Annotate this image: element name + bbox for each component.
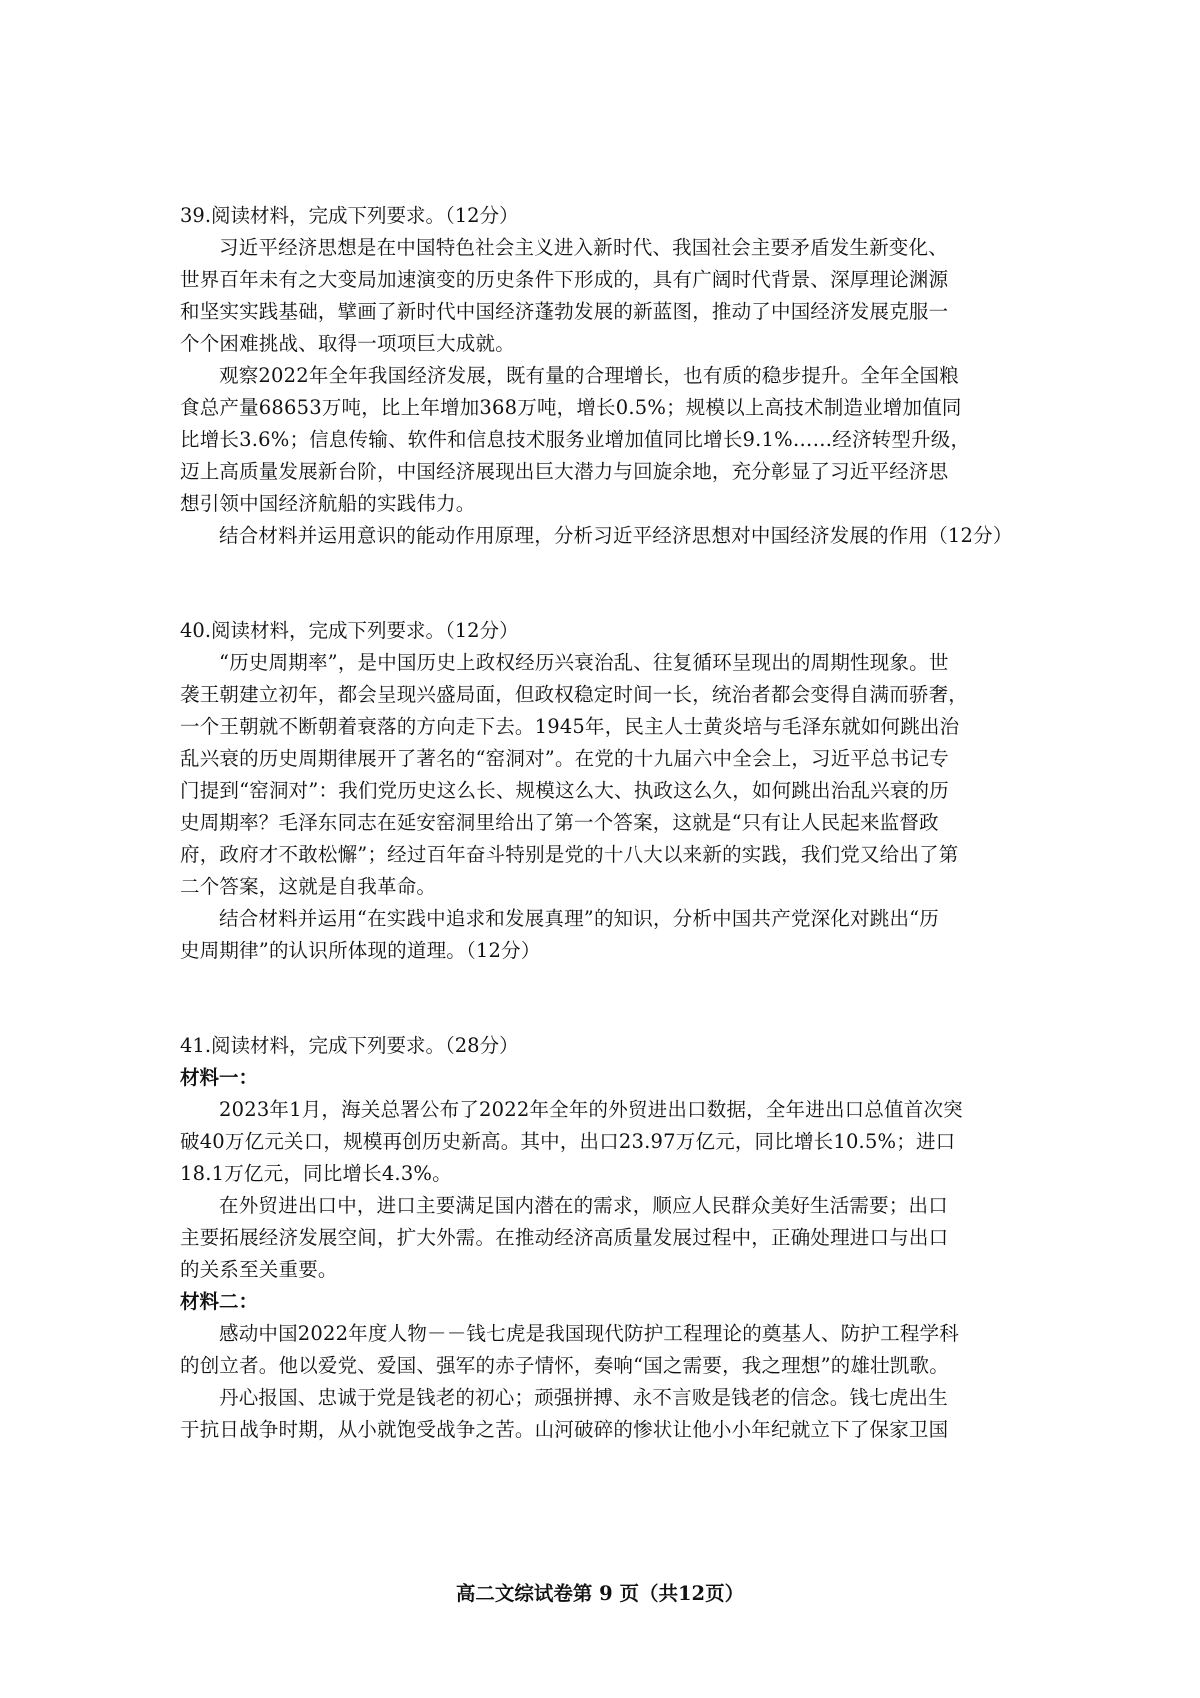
paragraph-line: 府，政府才不敢松懈”；经过百年奋斗特别是党的十八大以来新的实践，我们党又给出了第 bbox=[180, 843, 959, 866]
paragraph-line: 在外贸进出口中，进口主要满足国内潜在的需求，顺应人民群众美好生活需要；出口 bbox=[219, 1194, 948, 1217]
paragraph-line: 主要拓展经济发展空间，扩大外需。在推动经济高质量发展过程中，正确处理进口与出口 bbox=[180, 1226, 949, 1249]
paragraph-line: 的创立者。他以爱党、爱国、强军的赤子情怀，奏响“国之需要，我之理想”的雄壮凯歌。 bbox=[180, 1354, 949, 1377]
paragraph-line: 感动中国2022年度人物－－钱七虎是我国现代防护工程理论的奠基人、防护工程学科 bbox=[219, 1322, 959, 1345]
paragraph-line: 于抗日战争时期，从小就饱受战争之苦。山河破碎的惨状让他小小年纪就立下了保家卫国 bbox=[180, 1418, 949, 1441]
question-prompt: 史周期律”的认识所体现的道理。（12分） bbox=[180, 939, 541, 962]
paragraph-line: 一个王朝就不断朝着衰落的方向走下去。1945年，民主人士黄炎培与毛泽东就如何跳出治 bbox=[180, 715, 960, 738]
exam-page bbox=[180, 200, 1030, 1446]
paragraph-line: 二个答案，这就是自我革命。 bbox=[180, 875, 437, 898]
paragraph-line: 想引领中国经济航船的实践伟力。 bbox=[180, 492, 476, 515]
question-39 bbox=[180, 200, 1030, 552]
paragraph-line: 袭王朝建立初年，都会呈现兴盛局面，但政权稳定时间一长，统治者都会变得自满而骄奢， bbox=[180, 683, 969, 706]
material-one-label: 材料一： bbox=[180, 1066, 259, 1089]
paragraph-line: 乱兴衰的历史周期律展开了著名的“窑洞对”。在党的十九届六中全会上，习近平总书记专 bbox=[180, 747, 949, 770]
question-prompt: 结合材料并运用“在实践中追求和发展真理”的知识，分析中国共产党深化对跳出“历 bbox=[219, 907, 940, 930]
answer-space bbox=[180, 967, 1030, 1030]
question-40-title: 40.阅读材料，完成下列要求。（12分） bbox=[180, 619, 519, 642]
paragraph-line: “历史周期率”，是中国历史上政权经历兴衰治乱、往复循环呈现出的周期性现象。世 bbox=[219, 651, 949, 674]
answer-space bbox=[180, 552, 1030, 615]
question-41-title: 41.阅读材料，完成下列要求。（28分） bbox=[180, 1034, 519, 1057]
paragraph-line: 的关系至关重要。 bbox=[180, 1258, 338, 1281]
paragraph-line: 习近平经济思想是在中国特色社会主义进入新时代、我国社会主要矛盾发生新变化、 bbox=[219, 236, 948, 259]
page-footer: 高二文综试卷第 9 页（共12页） bbox=[455, 1582, 745, 1605]
paragraph-line: 史周期率？毛泽东同志在延安窑洞里给出了第一个答案，这就是“只有让人民起来监督政 bbox=[180, 811, 939, 834]
paragraph-line: 丹心报国、忠诚于党是钱老的初心；顽强拼搏、永不言败是钱老的信念。钱七虎出生 bbox=[219, 1386, 948, 1409]
question-prompt: 结合材料并运用意识的能动作用原理，分析习近平经济思想对中国经济发展的作用（12分） bbox=[219, 524, 1013, 547]
material-two-label: 材料二： bbox=[180, 1290, 259, 1313]
paragraph-line: 迈上高质量发展新台阶，中国经济展现出巨大潜力与回旋余地，充分彰显了习近平经济思 bbox=[180, 460, 949, 483]
paragraph-line: 个个困难挑战、取得一项项巨大成就。 bbox=[180, 332, 515, 355]
paragraph-line: 2023年1月，海关总署公布了2022年全年的外贸进出口数据，全年进出口总值首次突 bbox=[219, 1098, 963, 1121]
paragraph-line: 食总产量68653万吨，比上年增加368万吨，增长0.5%；规模以上高技术制造业增加值同 bbox=[180, 396, 962, 419]
paragraph-line: 门提到“窑洞对”：我们党历史这么长、规模这么大、执政这么久，如何跳出治乱兴衰的历 bbox=[180, 779, 949, 802]
paragraph-line: 和坚实实践基础，擘画了新时代中国经济蓬勃发展的新蓝图，推动了中国经济发展克服一 bbox=[180, 300, 949, 323]
paragraph-line: 世界百年未有之大变局加速演变的历史条件下形成的，具有广阔时代背景、深厚理论渊源 bbox=[180, 268, 949, 291]
question-41 bbox=[180, 1030, 1030, 1446]
paragraph-line: 比增长3.6%；信息传输、软件和信息技术服务业增加值同比增长9.1%……经济转型升级， bbox=[180, 428, 971, 451]
paragraph-line: 破40万亿元关口，规模再创历史新高。其中，出口23.97万亿元，同比增长10.5%；进口 bbox=[180, 1130, 956, 1153]
question-39-title: 39.阅读材料，完成下列要求。（12分） bbox=[180, 204, 519, 227]
paragraph-line: 18.1万亿元，同比增长4.3%。 bbox=[180, 1162, 452, 1185]
question-40 bbox=[180, 615, 1030, 967]
paragraph-line: 观察2022年全年我国经济发展，既有量的合理增长，也有质的稳步提升。全年全国粮 bbox=[219, 364, 959, 387]
